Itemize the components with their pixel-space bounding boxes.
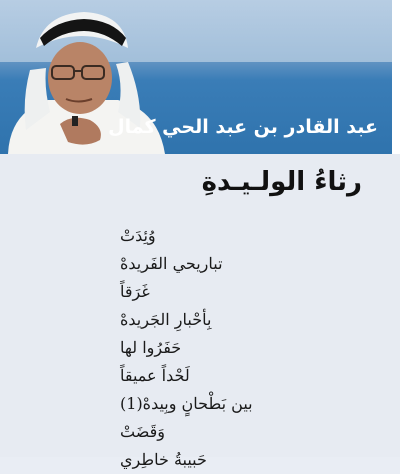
- poem-title: رثاءُ الولـيـدةِ: [201, 167, 362, 197]
- author-name: عبد القادر بن عبد الحي كمال: [108, 116, 378, 138]
- poem-verse: بِأحْبارِ الجَريدهْ: [120, 310, 212, 329]
- poem-verse: بين بَطْحانٍ وبِيدهْ(1): [120, 394, 253, 413]
- poem-verse: لَحْداً عميقاً: [120, 366, 190, 385]
- poem-verse: حَبيبةُ خاطِري: [120, 450, 207, 469]
- poem-verse: وُئِدَتْ: [120, 226, 156, 245]
- poem-verse: تباريحي الفَريدهْ: [120, 254, 223, 273]
- poem-verse: وَقَضَتْ: [120, 422, 165, 441]
- article-header: [0, 0, 400, 154]
- poem-verse: حَفَرُوا لها: [120, 338, 182, 357]
- poem-verses: [120, 222, 370, 474]
- poem-verse: غَرَقاً: [120, 282, 150, 301]
